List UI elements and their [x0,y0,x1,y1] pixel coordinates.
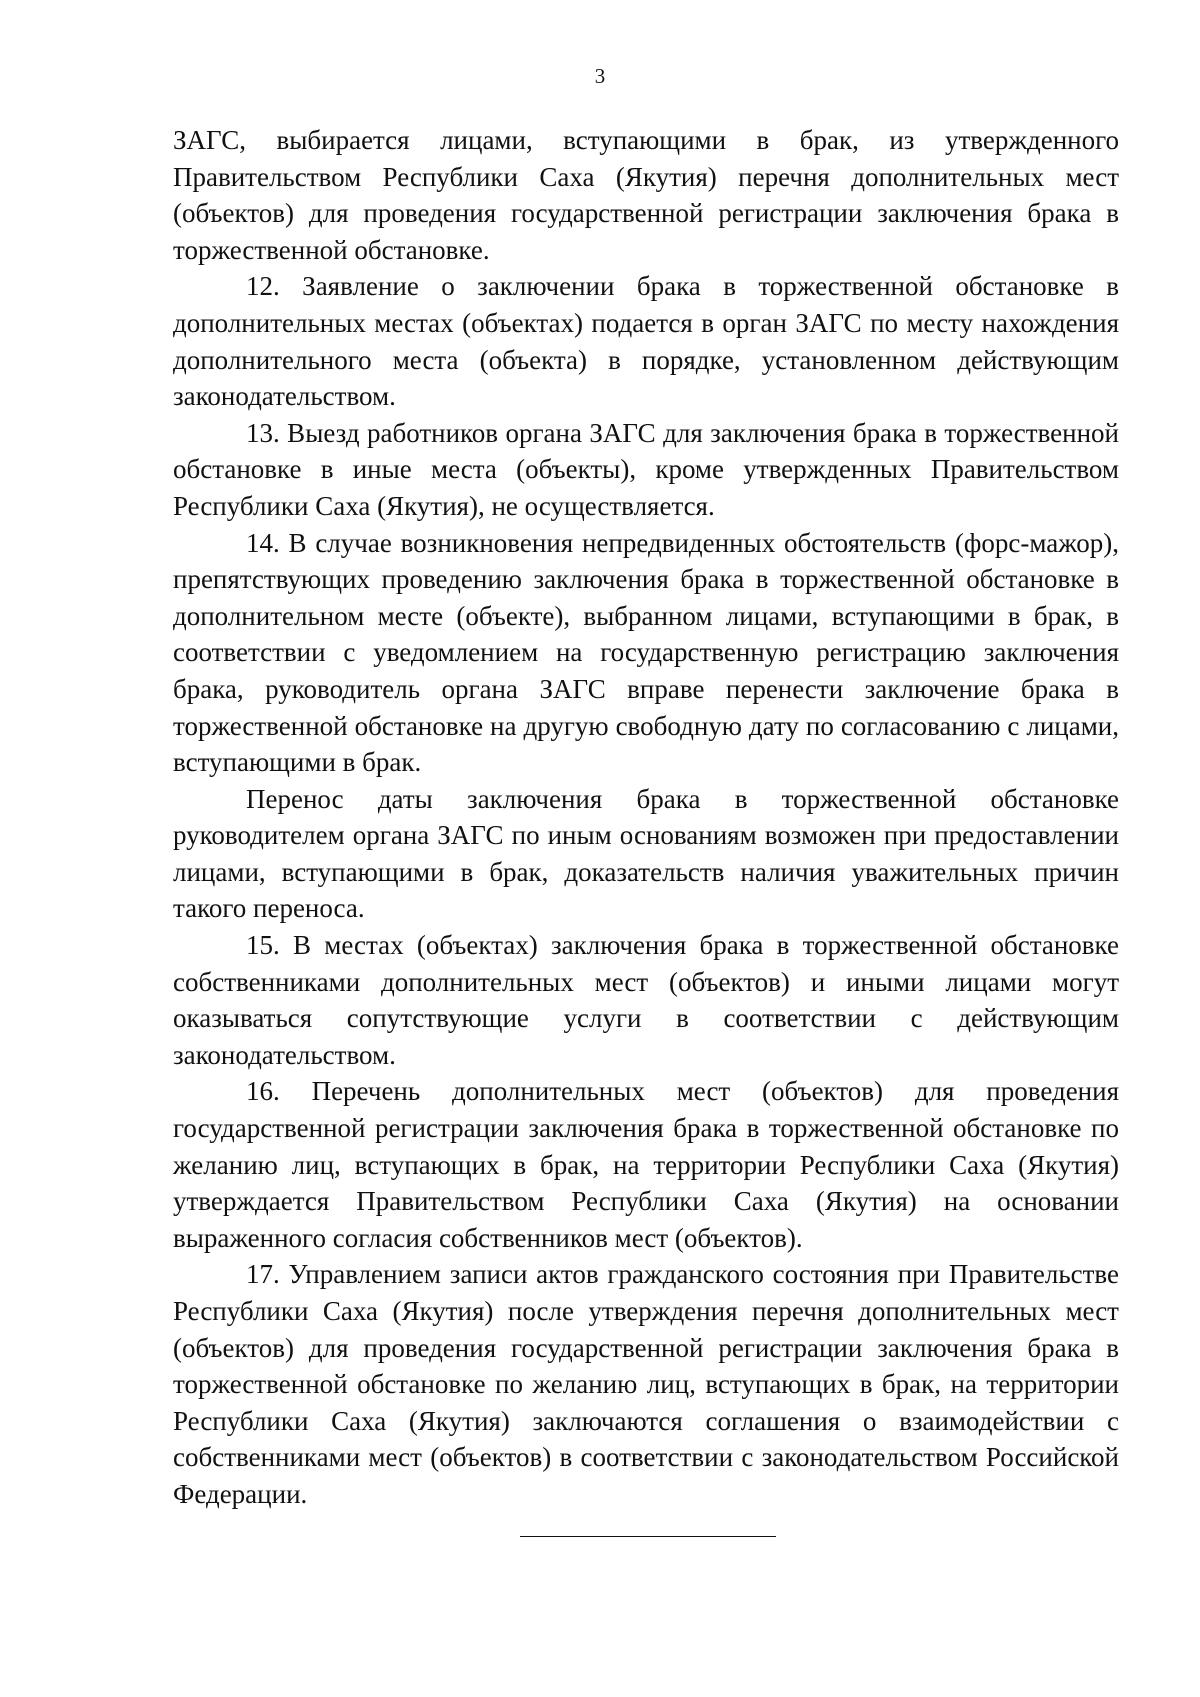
paragraph-item-14-postponement: Перенос даты заключения брака в торжественной обстановке руководителем органа ЗАГС по иным основаниям возможен при предоставлении лицами, вступающими в брак, доказательств наличия уважительных причин такого переноса. [173,783,1119,924]
paragraph-item-17: 17. Управлением записи актов гражданского состояния при Правительстве Республики Саха (Якутия) после утверждения перечня дополнительных мест (объектов) для проведения государственной регистрации заключения брака в торжественной обстановке по желанию лиц, вступающих в брак, на территории Республики Саха (Якутия) заключаются соглашения о взаимодействии с собственниками мест (объектов) в соответствии с законодательством Российской Федерации. [173,1259,1119,1509]
paragraph-item-15: 15. В местах (объектах) заключения брака в торжественной обстановке собственниками дополнительных мест (объектов) и иными лицами могут оказываться сопутствующие услуги в соответствии с действующим законодательством. [173,930,1119,1070]
paragraph-item-14: 14. В случае возникновения непредвиденных обстоятельств (форс-мажор), препятствующих проведению заключения брака в торжественной обстановке в дополнительном месте (объекте), выбранном лицами, вступающими в брак, в соответствии с уведомлением на государственную регистрацию заключения брака, руководитель органа ЗАГС вправе перенести заключение брака в торжественной обстановке на другую свободную дату по согласованию с лицами, вступающими в брак. [173,527,1119,778]
end-of-document-rule [520,1536,776,1537]
page-number: 3 [594,64,606,88]
paragraph-continuation: ЗАГС, выбирается лицами, вступающими в брак, из утвержденного Правительством Республики Саха (Якутия) перечня дополнительных мест (объектов) для проведения государственной регистрации заключения брака в торжественной обстановке. [173,125,1119,265]
document-body [173,122,1119,1513]
paragraph-item-16: 16. Перечень дополнительных мест (объектов) для проведения государственной регистрации заключения брака в торжественной обстановке по желанию лиц, вступающих в брак, на территории Республики Саха (Якутия) утверждается Правительством Республики Саха (Якутия) на основании выраженного согласия собственников мест (объектов). [173,1076,1119,1253]
paragraph-item-13: 13. Выезд работников органа ЗАГС для заключения брака в торжественной обстановке в иные места (объекты), кроме утвержденных Правительством Республики Саха (Якутия), не осуществляется. [173,417,1119,521]
paragraph-item-12: 12. Заявление о заключении брака в торжественной обстановке в дополнительных местах (объектах) подается в орган ЗАГС по месту нахождения дополнительного места (объекта) в порядке, установленном действующим законодательством. [173,271,1119,412]
